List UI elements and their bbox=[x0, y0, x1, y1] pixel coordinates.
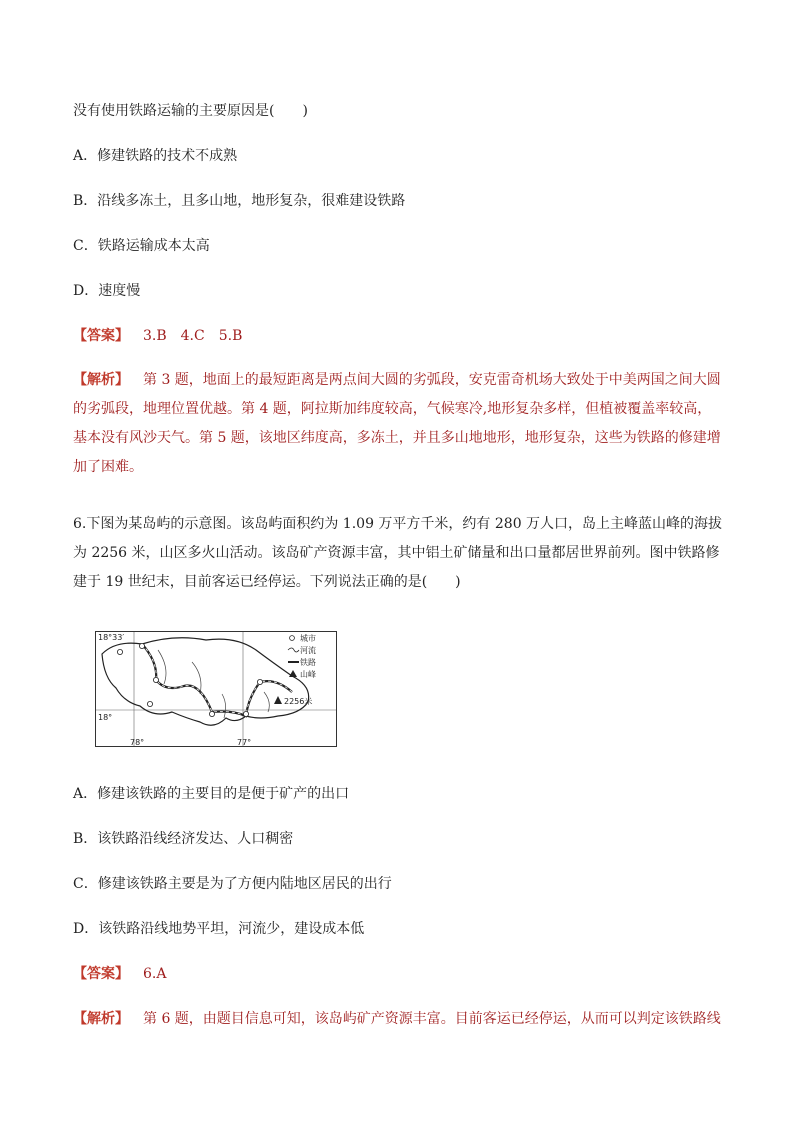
peak-marker bbox=[274, 696, 282, 704]
answer-block-1 bbox=[73, 326, 242, 346]
legend-city-icon bbox=[290, 636, 295, 641]
answer-text: 3.B 4.C 5.B bbox=[143, 328, 243, 344]
answer-tag: 【答案】 bbox=[73, 328, 129, 344]
city-marker bbox=[139, 643, 144, 648]
lat-top-label: 18°33′ bbox=[98, 633, 125, 642]
answer-text: 6.A bbox=[143, 966, 167, 982]
q6-option-b: B．该铁路沿线经济发达、人口稠密 bbox=[73, 831, 294, 847]
analysis-block-1 bbox=[73, 366, 723, 482]
map-legend bbox=[288, 633, 316, 679]
q5-stem-tail: 没有使用铁路运输的主要原因是( ) bbox=[73, 103, 308, 119]
q6-stem: 6.下图为某岛屿的示意图。该岛屿面积约为 1.09 万平方千米，约有 280 万人口，岛上主峰蓝山峰的海拔为 2256 米，山区多火山活动。该岛矿产资源丰富，其中铝土矿储量和出口量都居世界前列。图中铁路修建于 19 世纪末，目前客运已经停运。下列说法正确的是( ) bbox=[73, 516, 723, 590]
peak-label: 2256米 bbox=[284, 697, 313, 706]
q6-option-d: D．该铁路沿线地势平坦，河流少，建设成本低 bbox=[73, 921, 365, 937]
answer-tag: 【答案】 bbox=[73, 966, 129, 982]
lon-left-label: 78° bbox=[130, 738, 145, 746]
q5-option-c: C．铁路运输成本太高 bbox=[73, 238, 210, 254]
island-coastline bbox=[102, 638, 309, 725]
city-marker bbox=[153, 677, 158, 682]
analysis-text: 第 6 题，由题目信息可知，该岛屿矿产资源丰富。目前客运已经停运，从而可以判定该铁路线 bbox=[143, 1011, 721, 1027]
legend-river: 河流 bbox=[300, 646, 316, 655]
q5-option-a: A．修建铁路的技术不成熟 bbox=[73, 148, 238, 164]
legend-river-icon bbox=[288, 648, 299, 652]
city-marker bbox=[257, 679, 262, 684]
island-map bbox=[95, 631, 337, 747]
analysis-text: 第 3 题，地面上的最短距离是两点间大圆的劣弧段，安克雷奇机场大致处于中美两国之间大圆的劣弧段，地理位置优越。第 4 题，阿拉斯加纬度较高，气候寒冷,地形复杂多样，但植被覆盖率较高，基本没有风沙天气。第 5 题，该地区纬度高，多冻土，并且多山地地形，地形复杂，这些为铁路的修建增加了困难。 bbox=[73, 372, 721, 475]
city-marker bbox=[117, 649, 122, 654]
city-marker bbox=[147, 701, 152, 706]
legend-city: 城市 bbox=[300, 634, 316, 643]
q5-option-b: B．沿线多冻土，且多山地，地形复杂，很难建设铁路 bbox=[73, 193, 406, 209]
lon-right-label: 77° bbox=[237, 738, 252, 746]
analysis-block-2 bbox=[73, 1009, 721, 1029]
city-marker bbox=[209, 711, 214, 716]
q6-option-c: C．修建该铁路主要是为了方便内陆地区居民的出行 bbox=[73, 876, 392, 892]
lat-mid-label: 18° bbox=[98, 713, 113, 722]
legend-peak: 山峰 bbox=[300, 670, 316, 679]
analysis-tag: 【解析】 bbox=[73, 372, 129, 388]
q5-option-d: D．速度慢 bbox=[73, 283, 141, 299]
legend-peak-icon bbox=[289, 670, 297, 677]
legend-railway: 铁路 bbox=[300, 658, 316, 667]
answer-block-2 bbox=[73, 964, 166, 984]
analysis-tag: 【解析】 bbox=[73, 1011, 129, 1027]
q6-option-a: A．修建该铁路的主要目的是便于矿产的出口 bbox=[73, 786, 350, 802]
rivers bbox=[158, 650, 269, 718]
city-marker bbox=[243, 711, 248, 716]
